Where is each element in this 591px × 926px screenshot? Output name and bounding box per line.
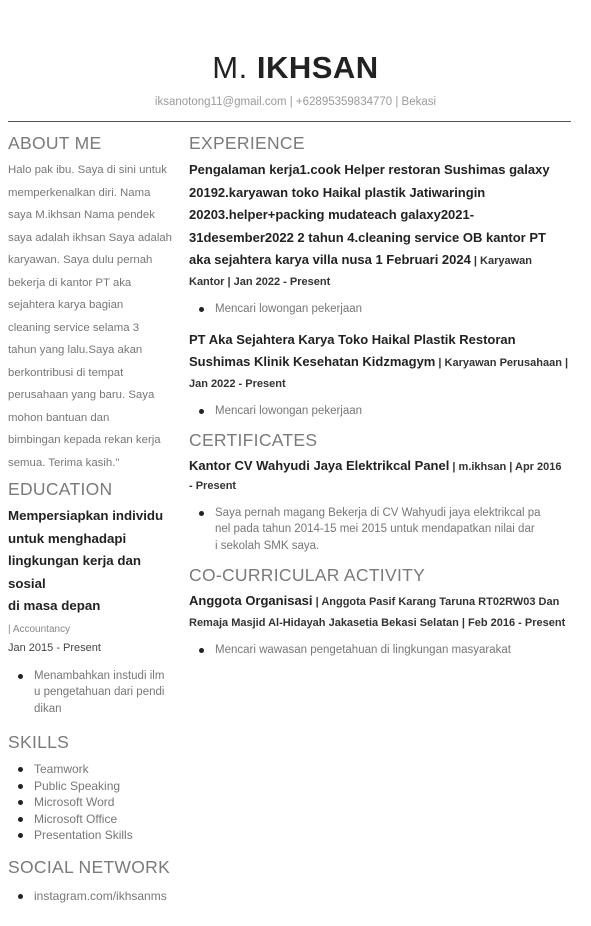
bullet-line: nel pada tahun 2014-15 mei 2015 untuk mendapatkan nilai dar bbox=[215, 523, 535, 535]
candidate-name bbox=[0, 50, 591, 86]
about-line: semua. Terima kasih." bbox=[8, 456, 120, 469]
resume-header bbox=[0, 0, 591, 110]
certificate-heading: Kantor CV Wahyudi Jaya Elektrikcal Panel | m.ikhsan | Apr 2016 bbox=[189, 457, 562, 473]
job1-meta: | Karyawan bbox=[470, 255, 533, 267]
education-heading-line: di masa depan bbox=[8, 598, 101, 613]
about-line: cleaning service selama 3 bbox=[8, 321, 140, 334]
list-item: Mencari lowongan pekerjaan bbox=[189, 301, 574, 317]
certificate-bullets bbox=[189, 505, 574, 555]
list-item bbox=[189, 505, 574, 555]
bullet-line: i sekolah SMK saya. bbox=[215, 539, 320, 552]
about-line: memperkenalkan diri. Nama bbox=[8, 186, 151, 199]
bullet-line: u pengetahuan dari pendi bbox=[34, 686, 165, 698]
education-date: Jan 2015 - Present bbox=[8, 641, 101, 654]
job2-heading-line: PT Aka Sejahtera Karya Toko Haikal Plastik Restoran bbox=[189, 331, 516, 347]
about-line: berkontribusi di tempat bbox=[8, 366, 124, 379]
last-name: IKHSAN bbox=[256, 50, 379, 85]
about-line: saya M.ikhsan Nama pendek bbox=[8, 209, 155, 221]
bullet-line: Saya pernah magang Bekerja di CV Wahyudi jaya elektrikcal pa bbox=[215, 506, 541, 519]
job1-heading-line: 20192.karyawan toko Haikal plastik Jatiwaringin bbox=[189, 184, 486, 200]
list-item: Public Speaking bbox=[8, 778, 180, 795]
certificate-meta: | m.ikhsan | Apr 2016 bbox=[449, 460, 562, 473]
cocurricular-bullets bbox=[189, 642, 574, 658]
job1-heading-line: 20203.helper+packing mudateach galaxy2021- bbox=[189, 207, 475, 222]
education-bullets bbox=[8, 668, 180, 718]
left-column bbox=[8, 132, 180, 904]
job1-meta-line: Kantor | Jan 2022 - Present bbox=[189, 275, 331, 288]
education-heading-line: Mempersiapkan individu bbox=[8, 508, 164, 523]
right-column bbox=[189, 132, 574, 658]
certificates-title: CERTIFICATES bbox=[189, 429, 318, 450]
job1-heading-line: 31desember2022 2 tahun 4.cleaning service OB kantor PT bbox=[189, 229, 546, 245]
social-list bbox=[8, 888, 180, 905]
list-item: Teamwork bbox=[8, 761, 180, 778]
list-item bbox=[8, 668, 180, 718]
about-line: sejahtera karya bagian bbox=[8, 299, 124, 311]
certificate-meta-line: - Present bbox=[189, 479, 237, 492]
about-title: ABOUT ME bbox=[8, 133, 102, 153]
experience-title: EXPERIENCE bbox=[189, 133, 305, 153]
list-item: Mencari wawasan pengetahuan di lingkungan masyarakat bbox=[189, 642, 574, 658]
job1-bullets bbox=[189, 301, 574, 317]
job1-heading bbox=[189, 159, 574, 273]
cocurricular-meta: | Anggota Pasif Karang Taruna RT02RW03 Dan bbox=[312, 596, 560, 608]
list-item: Microsoft Word bbox=[8, 794, 180, 811]
job2-heading bbox=[189, 329, 574, 375]
education-subtitle: | Accountancy bbox=[8, 623, 71, 635]
job1-heading-line: Pengalaman kerja1.cook Helper restoran Sushimas galaxy bbox=[189, 162, 550, 177]
cocurricular-heading: Anggota Organisasi | Anggota Pasif Karang Taruna RT02RW03 Dan bbox=[189, 593, 560, 608]
education-heading bbox=[8, 505, 180, 618]
about-text bbox=[8, 159, 180, 474]
first-name: M. bbox=[212, 50, 248, 85]
social-link[interactable]: instagram.com/ikhsanms bbox=[8, 888, 180, 905]
education-heading-line: lingkungan kerja dan sosial bbox=[8, 553, 141, 591]
about-line: bimbingan kepada rekan kerja bbox=[8, 434, 161, 446]
list-item: Mencari lowongan pekerjaan bbox=[189, 403, 574, 419]
job2-meta: | Karyawan Perusahaan | bbox=[435, 357, 569, 369]
list-item: Microsoft Office bbox=[8, 811, 180, 828]
job2-meta-line: Jan 2022 - Present bbox=[189, 377, 286, 390]
bullet-line: dikan bbox=[34, 702, 62, 715]
about-line: bekerja di kantor PT aka bbox=[8, 276, 132, 289]
about-line: perusahaan yang baru. Saya bbox=[8, 389, 155, 401]
skills-title: SKILLS bbox=[8, 732, 70, 752]
social-title: SOCIAL NETWORK bbox=[8, 856, 171, 877]
about-line: Halo pak ibu. Saya di sini untuk bbox=[8, 164, 167, 176]
contact-info: iksanotong11@gmail.com | +62895359834770 | Bekasi bbox=[154, 96, 437, 108]
about-line: saya adalah ikhsan Saya adalah bbox=[8, 231, 173, 244]
bullet-line: Menambahkan instudi ilm bbox=[34, 669, 165, 682]
cocurricular-meta-line: Remaja Masjid Al-Hidayah Jakasetia Bekasi Selatan | Feb 2016 - Present bbox=[189, 617, 566, 629]
list-item: Presentation Skills bbox=[8, 827, 180, 844]
about-line: mohon bantuan dan bbox=[8, 411, 110, 424]
education-title: EDUCATION bbox=[8, 479, 113, 499]
about-line: tahun yang lalu.Saya akan bbox=[8, 344, 143, 356]
job2-bullets bbox=[189, 403, 574, 419]
education-heading-line: untuk menghadapi bbox=[8, 530, 127, 546]
skills-list bbox=[8, 761, 180, 844]
job1-heading-line: aka sejahtera karya villa nusa 1 Februari 2024 | Karyawan bbox=[189, 252, 533, 267]
job2-heading-line: Sushimas Klinik Kesehatan Kidzmagym | Karyawan Perusahaan | bbox=[189, 354, 569, 369]
header-divider bbox=[8, 121, 571, 122]
cocurricular-title: CO-CURRICULAR ACTIVITY bbox=[189, 565, 426, 585]
about-line: karyawan. Saya dulu pernah bbox=[8, 254, 153, 266]
